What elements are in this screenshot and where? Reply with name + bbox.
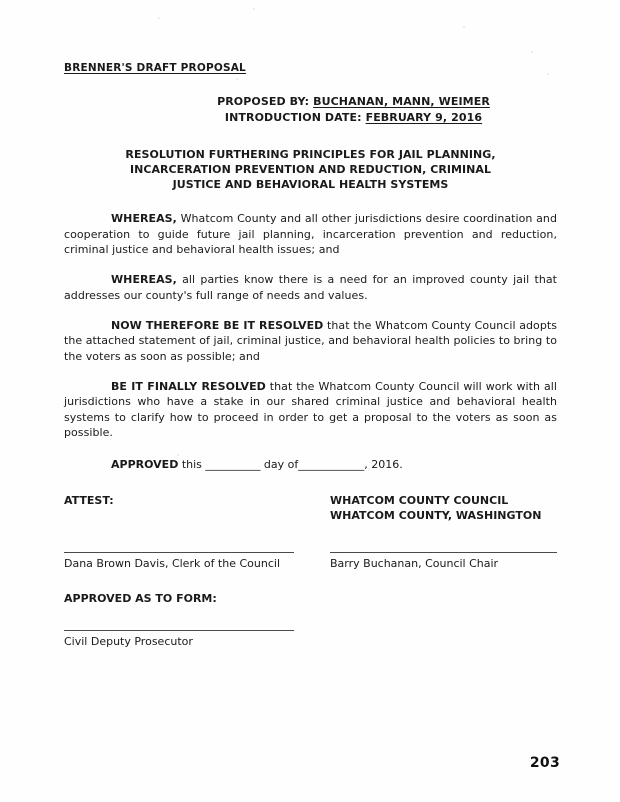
chair-name: Barry Buchanan, Council Chair [330,557,499,570]
document-body [64,0,557,649]
approved-label: APPROVED [111,457,179,471]
clerk-signature-block [64,552,330,571]
introduction-date-line [150,110,557,126]
clause-lead: BE IT FINALLY RESOLVED [111,379,266,393]
draft-proposal-header: BRENNER'S DRAFT PROPOSAL [64,62,246,74]
clause-lead: NOW THEREFORE BE IT RESOLVED [111,318,324,332]
now-therefore-resolved-clause [64,318,557,365]
clerk-name: Dana Brown Davis, Clerk of the Council [64,557,280,570]
be-it-finally-resolved-clause [64,379,557,441]
introduction-date-value: FEBRUARY 9, 2016 [365,110,483,124]
clause-text: that the Whatcom County Council will work with all jurisdictions who have a stake in our shared criminal justice and behavioral health systems to clarify how to proceed in order to get a proposal to the voters as soon as possible. [64,379,557,439]
council-heading-line-1: WHATCOM COUNTY COUNCIL [330,494,509,507]
clause-lead: WHEREAS, [111,212,177,225]
resolution-title-line-3: JUSTICE AND BEHAVIORAL HEALTH SYSTEMS [172,178,449,191]
council-heading-line-2: WHATCOM COUNTY, WASHINGTON [330,508,542,522]
clause-text: that the Whatcom County Council adopts the attached statement of jail, criminal justice, and behavioral health policies to bring to the voters as soon as possible; and [64,318,558,363]
signature-area [64,494,557,649]
proposed-by-line [150,94,557,110]
resolution-title-line-1: RESOLUTION FURTHERING PRINCIPLES FOR JAIL PLANNING, [125,148,496,161]
proposed-by-value: BUCHANAN, MANN, WEIMER [313,95,490,108]
prosecutor-name: Civil Deputy Prosecutor [64,635,193,648]
introduction-date-label: INTRODUCTION DATE: [224,110,362,124]
council-heading [330,494,557,523]
clause-text: Whatcom County and all other jurisdictions desire coordination and cooperation to guide future jail planning, incarceration prevention and reduction, criminal justice and behavioral health issues; and [64,212,557,256]
approved-date-line [64,457,557,473]
proposed-by-block [64,94,557,125]
attest-label: ATTEST: [64,494,114,507]
whereas-clause-2 [64,272,557,303]
clause-text: all parties know there is a need for an improved county jail that addresses our county's full range of needs and values. [64,273,557,302]
attest-council-row [64,494,557,523]
whereas-clause-1 [64,211,557,258]
page-number: 203 [529,755,560,771]
approved-blank-text: this __________ day of____________, 2016. [178,457,403,471]
resolution-title-line-2: INCARCERATION PREVENTION AND REDUCTION, CRIMINAL [129,163,492,176]
clause-lead: WHEREAS, [111,273,177,286]
proposed-by-label: PROPOSED BY: [217,95,310,108]
prosecutor-signature-block [64,630,557,649]
approved-as-to-form-label: APPROVED AS TO FORM: [64,592,217,605]
chair-signature-block [330,552,557,571]
resolution-title [64,147,557,192]
signature-row [64,552,557,571]
